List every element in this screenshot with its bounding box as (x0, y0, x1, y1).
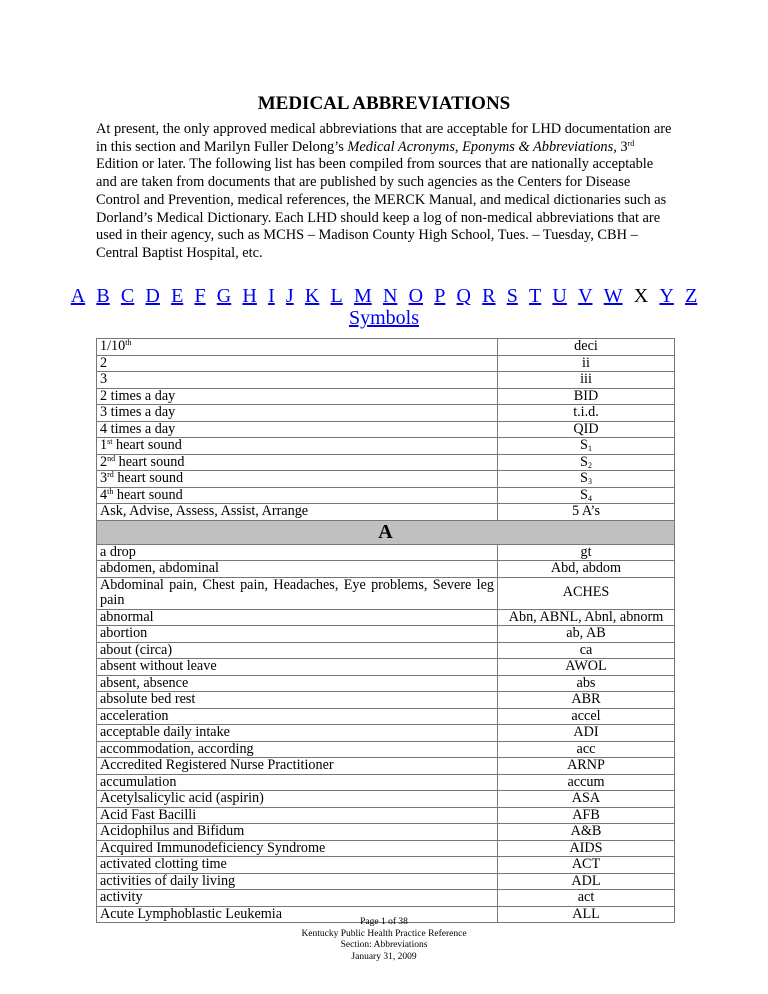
letter-link-t[interactable]: T (529, 285, 542, 307)
letter-link-x: X (633, 285, 649, 307)
term-text: Acid Fast Bacilli (100, 806, 197, 823)
letter-link-u[interactable]: U (552, 285, 567, 307)
footer-section: Section: Abbreviations (340, 940, 428, 950)
term-cell (97, 544, 498, 561)
page-number: Page 1 of 38 (360, 917, 408, 927)
abbreviation-text: Abn, ABNL, Abnl, abnorm (508, 608, 664, 625)
abbreviation-text: iii (580, 371, 592, 387)
term-text: heart sound (113, 486, 183, 503)
term-cell (97, 873, 498, 890)
abbreviation-text: ASA (571, 790, 601, 806)
term-sup: nd (107, 453, 116, 463)
table-row (97, 438, 675, 455)
term-text: absent without leave (100, 658, 217, 674)
term-text: acceleration (100, 707, 169, 724)
table-row (97, 577, 675, 609)
table-row (97, 388, 675, 405)
table-row (97, 659, 675, 676)
term-cell (97, 421, 498, 438)
table-row (97, 857, 675, 874)
abbreviations-table (96, 338, 675, 923)
term-text: Acute Lymphoblastic Leukemia (100, 905, 283, 922)
abbreviation-cell (498, 388, 675, 405)
term-text: accommodation, according (100, 740, 254, 757)
table-row (97, 487, 675, 504)
table-row (97, 504, 675, 521)
term-text: abdomen, abdominal (100, 560, 219, 576)
abbreviation-text: ALL (572, 905, 600, 922)
term-cell (97, 758, 498, 775)
table-row (97, 626, 675, 643)
abbreviation-cell (498, 454, 675, 471)
abbreviation-text: S (580, 437, 588, 453)
term-cell (97, 708, 498, 725)
intro-text: 3 (616, 138, 628, 155)
term-cell (97, 890, 498, 907)
abbreviation-text: AIDS (569, 839, 603, 856)
abbreviation-sub: 2 (587, 460, 592, 470)
term-text: abnormal (100, 608, 154, 625)
abbreviation-cell (498, 504, 675, 521)
term-sup: st (107, 437, 113, 446)
abbreviation-cell (498, 471, 675, 488)
letter-link-f[interactable]: F (194, 285, 206, 307)
table-row (97, 758, 675, 775)
term-text: absent, absence (100, 674, 189, 691)
term-cell (97, 438, 498, 455)
term-text: Acquired Immunodeficiency Syndrome (100, 839, 326, 856)
abbreviation-text: Abd, abdom (550, 560, 622, 576)
term-cell (97, 626, 498, 643)
term-text: heart sound (113, 470, 184, 486)
footer-reference: Kentucky Public Health Practice Reference (301, 928, 467, 939)
term-text: 4 times a day (100, 420, 176, 437)
term-cell (97, 824, 498, 841)
abbreviation-text: accel (571, 707, 601, 724)
letter-link-s[interactable]: S (506, 285, 518, 307)
abbreviation-text: abs (576, 674, 596, 691)
term-text: 3 (100, 470, 108, 486)
letter-link-q[interactable]: Q (456, 285, 471, 307)
abbreviation-cell (498, 544, 675, 561)
table-row (97, 890, 675, 907)
abbreviation-text: ACT (571, 856, 601, 872)
term-cell (97, 642, 498, 659)
term-cell (97, 692, 498, 709)
table-row (97, 609, 675, 626)
abbreviation-text: S (580, 453, 588, 470)
abbreviation-text: QID (573, 420, 599, 437)
term-text: a drop (100, 543, 136, 560)
letter-link-h[interactable]: H (242, 285, 257, 307)
abbreviation-text: ab, AB (566, 625, 606, 641)
abbreviation-cell (498, 561, 675, 578)
table-row (97, 544, 675, 561)
table-row (97, 840, 675, 857)
letter-link-l[interactable]: L (330, 285, 343, 307)
abbreviation-text: t.i.d. (573, 404, 599, 420)
abbreviation-sub: 3 (587, 477, 592, 486)
letter-link-v[interactable]: V (578, 285, 593, 307)
abbreviation-sub: 1 (587, 444, 592, 453)
term-cell (97, 807, 498, 824)
abbreviation-cell (498, 840, 675, 857)
term-cell (97, 405, 498, 422)
term-text: 3 times a day (100, 404, 176, 420)
letter-link-c[interactable]: C (120, 285, 135, 307)
abbreviation-cell (498, 741, 675, 758)
page-footer (0, 917, 768, 963)
abbreviation-text: ABR (571, 691, 601, 707)
intro-text: At present, the only approved medical abbreviations that are acceptable for LHD documentation are in this section and Marilyn Fuller Delong’s (96, 121, 672, 155)
term-cell (97, 741, 498, 758)
term-cell (97, 339, 498, 356)
section-letter: A (97, 520, 675, 544)
table-row (97, 675, 675, 692)
abbreviation-cell (498, 421, 675, 438)
abbreviation-text: acc (576, 740, 596, 757)
table-row (97, 824, 675, 841)
term-cell (97, 857, 498, 874)
term-text: Acetylsalicylic acid (aspirin) (100, 790, 264, 806)
term-text: 2 (100, 453, 108, 470)
abbreviation-cell (498, 372, 675, 389)
term-cell (97, 840, 498, 857)
table-row (97, 741, 675, 758)
abbreviation-cell (498, 791, 675, 808)
abbreviation-text: AFB (572, 806, 600, 823)
term-text: 3 (100, 371, 108, 387)
letter-link-z[interactable]: Z (685, 285, 698, 307)
letter-link-i[interactable]: I (268, 285, 275, 307)
abbreviation-cell (498, 609, 675, 626)
letter-link-r[interactable]: R (482, 285, 496, 307)
abbreviation-cell (498, 824, 675, 841)
term-text: 2 (100, 354, 108, 371)
table-row (97, 471, 675, 488)
letter-link-o[interactable]: O (408, 285, 424, 307)
letter-link-m[interactable]: M (353, 285, 372, 307)
abbreviation-cell (498, 692, 675, 709)
abbreviation-text: A&B (570, 823, 602, 839)
term-text: Abdominal pain, Chest pain, Headaches, Eye problems, Severe leg pain (100, 576, 494, 608)
abbreviation-cell (498, 339, 675, 356)
term-cell (97, 577, 498, 609)
term-text: heart sound (112, 437, 182, 453)
abbreviation-text: 5 A’s (572, 503, 600, 519)
term-sup: th (107, 486, 114, 496)
term-text: heart sound (115, 453, 185, 470)
term-cell (97, 774, 498, 791)
abbreviation-cell (498, 873, 675, 890)
alphabet-index (0, 285, 768, 329)
term-text: 4 (100, 486, 108, 503)
abbreviation-text: accum (567, 773, 605, 790)
term-text: absolute bed rest (100, 691, 196, 707)
term-text: about (circa) (100, 641, 173, 658)
abbreviation-cell (498, 758, 675, 775)
term-cell (97, 355, 498, 372)
abbreviation-cell (498, 675, 675, 692)
intro-paragraph (96, 121, 676, 263)
abbreviation-cell (498, 890, 675, 907)
symbols-link[interactable]: Symbols (348, 307, 420, 329)
term-text: acceptable daily intake (100, 724, 230, 740)
term-text: activity (100, 889, 143, 905)
letter-link-y[interactable]: Y (659, 285, 674, 307)
table-row (97, 421, 675, 438)
table-row (97, 372, 675, 389)
letter-link-e[interactable]: E (171, 285, 184, 307)
abbreviation-cell (498, 487, 675, 504)
page-title: MEDICAL ABBREVIATIONS (257, 93, 511, 114)
term-text: Accredited Registered Nurse Practitioner (100, 757, 334, 773)
term-sup: th (125, 338, 132, 347)
table-row (97, 642, 675, 659)
book-title: Medical Acronyms, Eponyms & Abbreviations, (347, 138, 617, 155)
abbreviation-cell (498, 725, 675, 742)
letter-link-g[interactable]: G (216, 285, 232, 307)
letter-link-w[interactable]: W (603, 285, 623, 307)
abbreviation-cell (498, 355, 675, 372)
table-row (97, 807, 675, 824)
abbreviation-text: gt (580, 543, 592, 560)
table-row (97, 708, 675, 725)
table-row (97, 692, 675, 709)
abbreviation-text: ca (579, 641, 593, 658)
intro-text: Edition or later. The following list has been compiled from sources that are nationally acceptable and are taken from documents that are published by such agencies as the Centers for Disease Control and Prevention, medical references, the MERCK Manual, and medical dictionaries such as Dorland’s Medical Dictionary. Each LHD should keep a log of non-medical abbreviations that are used in their agency, such as MCHS – Madison County High School, Tues. – Tuesday, CBH – Central Baptist Hospital, etc. (96, 156, 667, 261)
abbreviation-text: S (580, 486, 588, 503)
abbreviation-text: ADL (571, 872, 601, 889)
table-row (97, 355, 675, 372)
term-cell (97, 372, 498, 389)
abbreviation-cell (498, 659, 675, 676)
abbreviation-cell (498, 405, 675, 422)
term-text: accumulation (100, 773, 177, 790)
letter-link-a[interactable]: A (70, 285, 86, 307)
letter-link-p[interactable]: P (434, 285, 446, 307)
term-cell (97, 609, 498, 626)
letter-link-n[interactable]: N (382, 285, 398, 307)
term-text: Acidophilus and Bifidum (100, 823, 245, 839)
table-row (97, 339, 675, 356)
table-row (97, 791, 675, 808)
abbreviation-sub: 4 (587, 493, 592, 503)
table-row (97, 454, 675, 471)
abbreviation-cell (498, 438, 675, 455)
term-cell (97, 561, 498, 578)
abbreviation-text: BID (573, 387, 599, 404)
abbreviation-cell (498, 626, 675, 643)
term-cell (97, 504, 498, 521)
letter-link-j[interactable]: J (285, 285, 294, 307)
term-text: 1/10 (100, 338, 126, 354)
term-text: abortion (100, 625, 148, 641)
table-row (97, 561, 675, 578)
abbreviation-text: ADI (573, 724, 599, 740)
section-header-a (97, 520, 675, 544)
term-cell (97, 725, 498, 742)
letter-link-k[interactable]: K (304, 285, 320, 307)
abbreviation-cell (498, 857, 675, 874)
abbreviation-text: deci (574, 338, 598, 354)
term-cell (97, 454, 498, 471)
intro-sup: rd (627, 138, 635, 148)
term-cell (97, 791, 498, 808)
abbreviation-text: ARNP (567, 757, 605, 773)
abbreviation-cell (498, 577, 675, 609)
table-row (97, 405, 675, 422)
abbreviation-text: act (577, 889, 595, 905)
term-cell (97, 471, 498, 488)
abbreviation-text: S (580, 470, 588, 486)
term-cell (97, 675, 498, 692)
term-text: activities of daily living (100, 872, 236, 889)
table-row (97, 873, 675, 890)
term-text: activated clotting time (100, 856, 227, 872)
letter-link-d[interactable]: D (145, 285, 160, 307)
term-cell (97, 388, 498, 405)
abbreviation-text: ii (582, 354, 590, 371)
abbreviation-text: AWOL (565, 658, 607, 674)
abbreviation-cell (498, 807, 675, 824)
term-text: 1 (100, 437, 108, 453)
term-text: 2 times a day (100, 387, 176, 404)
table-row (97, 725, 675, 742)
term-cell (97, 659, 498, 676)
term-text: Ask, Advise, Assess, Assist, Arrange (100, 503, 309, 519)
abbreviation-cell (498, 708, 675, 725)
term-cell (97, 487, 498, 504)
abbreviation-cell (498, 642, 675, 659)
table-row (97, 774, 675, 791)
letter-link-b[interactable]: B (96, 285, 110, 307)
term-sup: rd (107, 470, 114, 479)
abbreviation-cell (498, 774, 675, 791)
footer-date: January 31, 2009 (351, 951, 417, 962)
abbreviation-text: ACHES (562, 584, 610, 601)
